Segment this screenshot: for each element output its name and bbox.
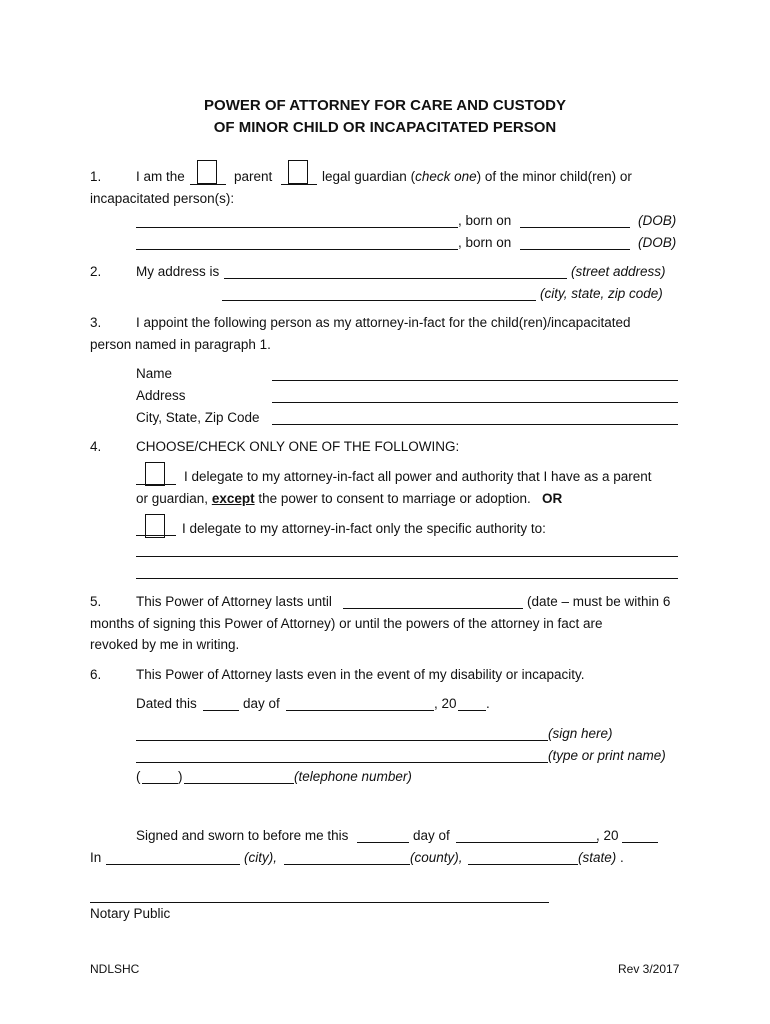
dated-year-prefix: , 20	[434, 696, 457, 711]
option2-text: I delegate to my attorney-in-fact only the specific authority to:	[182, 521, 546, 536]
child-name-field-2[interactable]	[136, 249, 458, 250]
born-on-label-2: , born on	[458, 235, 512, 250]
dob-label-1: (DOB)	[638, 213, 677, 228]
option1-line1: I delegate to my attorney-in-fact all power and authority that I have as a parent	[184, 469, 652, 484]
notary-period: .	[620, 850, 624, 865]
notary-day-of-label: day of	[413, 828, 450, 843]
footer-revision: Rev 3/2017	[618, 962, 680, 976]
notary-state-field[interactable]	[468, 864, 578, 865]
attorney-city-field[interactable]	[272, 424, 678, 425]
city-state-zip-field[interactable]	[222, 300, 536, 301]
notary-month-field[interactable]	[456, 842, 598, 843]
legal-guardian-checkbox[interactable]	[288, 160, 308, 184]
section-2-number: 2.	[90, 264, 102, 279]
i-am-the-label: I am the	[136, 169, 185, 184]
lasts-until-label: This Power of Attorney lasts until	[136, 594, 332, 609]
dated-month-field[interactable]	[286, 710, 434, 711]
attorney-name-field[interactable]	[272, 380, 678, 381]
dated-day-field[interactable]	[203, 710, 239, 711]
document-title-line1: POWER OF ATTORNEY FOR CARE AND CUSTODY	[204, 97, 566, 114]
notary-state-label: (state)	[578, 850, 617, 865]
notary-city-field[interactable]	[106, 864, 240, 865]
option1-checkbox[interactable]	[145, 462, 165, 486]
notary-county-label: (county),	[410, 850, 463, 865]
footer-org-code: NDLSHC	[90, 962, 140, 976]
specific-authority-field-1[interactable]	[136, 556, 678, 557]
attorney-city-label: City, State, Zip Code	[136, 410, 260, 425]
notary-in-label: In	[90, 850, 102, 865]
attorney-name-label: Name	[136, 366, 173, 381]
street-address-label: (street address)	[571, 264, 666, 279]
section-5-line3: revoked by me in writing.	[90, 637, 240, 652]
section-3-number: 3.	[90, 315, 102, 330]
notary-day-field[interactable]	[357, 842, 409, 843]
section-4-number: 4.	[90, 439, 102, 454]
print-name-label: (type or print name)	[548, 748, 666, 763]
dob-field-1[interactable]	[520, 227, 630, 228]
lasts-until-note: (date – must be within 6	[527, 594, 671, 609]
section-5-line2: months of signing this Power of Attorney) or until the powers of the attorney in fact are	[90, 616, 603, 631]
legal-guardian-blank	[281, 184, 317, 185]
document-title-line2: OF MINOR CHILD OR INCAPACITATED PERSON	[213, 119, 557, 136]
signature-field[interactable]	[136, 740, 548, 741]
telephone-label: (telephone number)	[294, 769, 412, 784]
notary-signed-label: Signed and sworn to before me this	[136, 828, 349, 843]
notary-city-label: (city),	[244, 850, 277, 865]
area-code-field[interactable]	[142, 783, 178, 784]
section-3-line2: person named in paragraph 1.	[90, 337, 271, 352]
street-address-field[interactable]	[224, 278, 567, 279]
notary-signature-field[interactable]	[90, 902, 549, 903]
my-address-label: My address is	[136, 264, 220, 279]
parent-checkbox[interactable]	[197, 160, 217, 184]
section-1-line2: incapacitated person(s):	[90, 191, 235, 206]
parent-blank	[190, 184, 226, 185]
dated-day-of-label: day of	[243, 696, 280, 711]
dob-label-2: (DOB)	[638, 235, 677, 250]
section-4-heading: CHOOSE/CHECK ONLY ONE OF THE FOLLOWING:	[136, 439, 460, 454]
specific-authority-field-2[interactable]	[136, 578, 678, 579]
notary-public-label: Notary Public	[90, 906, 171, 921]
born-on-label-1: , born on	[458, 213, 512, 228]
section-6-text: This Power of Attorney lasts even in the event of my disability or incapacity.	[136, 667, 585, 682]
dated-year-field[interactable]	[458, 710, 486, 711]
city-state-zip-label: (city, state, zip code)	[540, 286, 663, 301]
legal-guardian-text: legal guardian (check one) of the minor child(ren) or	[322, 169, 632, 184]
notary-year-field[interactable]	[622, 842, 658, 843]
section-5-number: 5.	[90, 594, 102, 609]
phone-open-paren: (	[136, 769, 141, 784]
option1-line2: or guardian, except the power to consent to marriage or adoption. OR	[136, 491, 563, 506]
notary-county-field[interactable]	[284, 864, 410, 865]
section-6-number: 6.	[90, 667, 102, 682]
attorney-address-label: Address	[136, 388, 186, 403]
printed-name-field[interactable]	[136, 762, 548, 763]
section-3-line1: I appoint the following person as my attorney-in-fact for the child(ren)/incapacitated	[136, 315, 631, 330]
lasts-until-date-field[interactable]	[343, 608, 523, 609]
dated-this-label: Dated this	[136, 696, 197, 711]
option2-checkbox[interactable]	[145, 514, 165, 538]
notary-year-prefix: , 20	[596, 828, 619, 843]
sign-here-label: (sign here)	[548, 726, 613, 741]
parent-label: parent	[234, 169, 273, 184]
child-name-field-1[interactable]	[136, 227, 458, 228]
dated-period: .	[486, 696, 490, 711]
dob-field-2[interactable]	[520, 249, 630, 250]
phone-close-paren: )	[178, 769, 183, 784]
attorney-address-field[interactable]	[272, 402, 678, 403]
section-1-number: 1.	[90, 169, 102, 184]
telephone-field[interactable]	[184, 783, 294, 784]
